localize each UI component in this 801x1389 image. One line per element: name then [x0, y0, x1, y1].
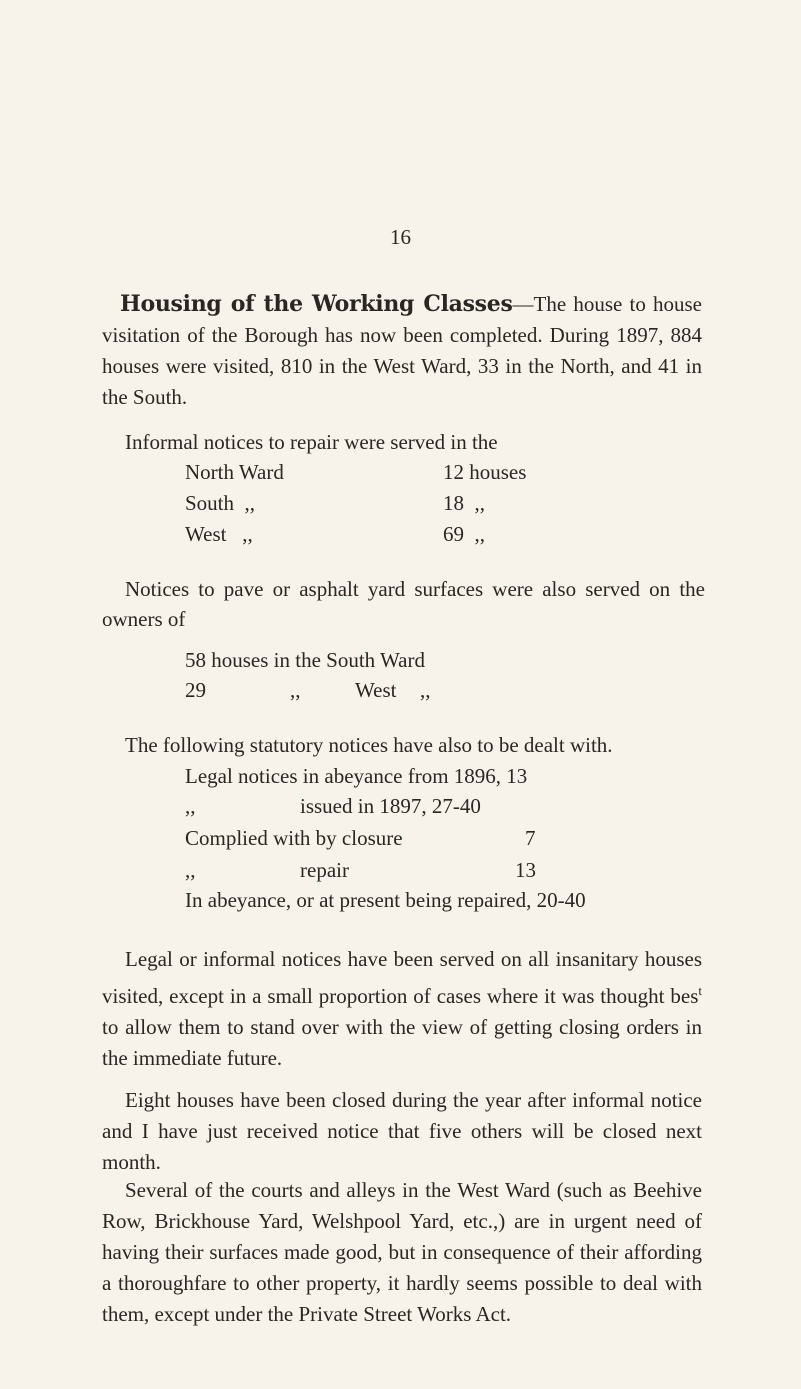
pave-notices-line1: Notices to pave or asphalt yard surfaces were also served on the	[125, 577, 705, 601]
legal-text-after: to allow them to stand over with the view of getting closing orders in the immediate future.	[102, 1015, 702, 1070]
intro-paragraph	[102, 289, 702, 413]
statutory-row-value: 13	[515, 858, 536, 882]
legal-superscript: t	[698, 983, 702, 998]
pave-row: 58 houses in the South Ward	[185, 648, 425, 672]
informal-row-count: 12 houses	[443, 460, 527, 484]
informal-row-ward: South ,,	[185, 491, 256, 515]
statutory-lead: The following statutory notices have also to be dealt with.	[125, 733, 613, 757]
legal-text-before: Legal or informal notices have been served on all insanitary houses visited, except in a small proportion of cases where it was thought bes	[102, 947, 702, 1008]
informal-row-count: 18 ,,	[443, 491, 485, 515]
statutory-row-ditto: ,,	[185, 794, 196, 818]
closed-houses-paragraph: Eight houses have been closed during the year after informal notice and I have just received notice that five others will be closed next month.	[102, 1088, 702, 1174]
informal-row-ward: North Ward	[185, 460, 284, 484]
intro-text: —The house to house visitation of the Borough has now been completed. During 1897, 884 houses were visited, 810 in the West Ward, 33 in the North, and 41 in the South.	[102, 292, 702, 409]
legal-paragraph	[102, 944, 702, 1074]
courts-paragraph: Several of the courts and alleys in the West Ward (such as Beehive Row, Brickhouse Yard, Welshpool Yard, etc.,) are in urgent need of having their surfaces made good, but in consequence of their affording a thoroughfare to other property, it hardly seems possible to deal with them, except under the Private Street Works Act.	[102, 1178, 702, 1326]
page-number: 16	[390, 225, 411, 249]
statutory-row: issued in 1897, 27-40	[300, 794, 481, 818]
informal-row-ward: West ,,	[185, 522, 253, 546]
pave-notices-line2: owners of	[102, 607, 186, 631]
statutory-row: Complied with by closure	[185, 826, 403, 850]
pave-row-ditto: ,,	[290, 678, 301, 702]
pave-row-count: 29	[185, 678, 206, 702]
statutory-row: repair	[300, 858, 349, 882]
pave-row-ward: West	[355, 678, 397, 702]
statutory-row: In abeyance, or at present being repaired, 20-40	[185, 888, 586, 912]
statutory-row-value: 7	[525, 826, 536, 850]
section-heading: Housing of the Working Classes	[120, 291, 513, 317]
informal-row-count: 69 ,,	[443, 522, 485, 546]
statutory-row-ditto: ,,	[185, 858, 196, 882]
statutory-row: Legal notices in abeyance from 1896, 13	[185, 764, 528, 788]
informal-notices-lead: Informal notices to repair were served in the	[125, 430, 498, 454]
pave-row-ditto: ,,	[420, 678, 431, 702]
